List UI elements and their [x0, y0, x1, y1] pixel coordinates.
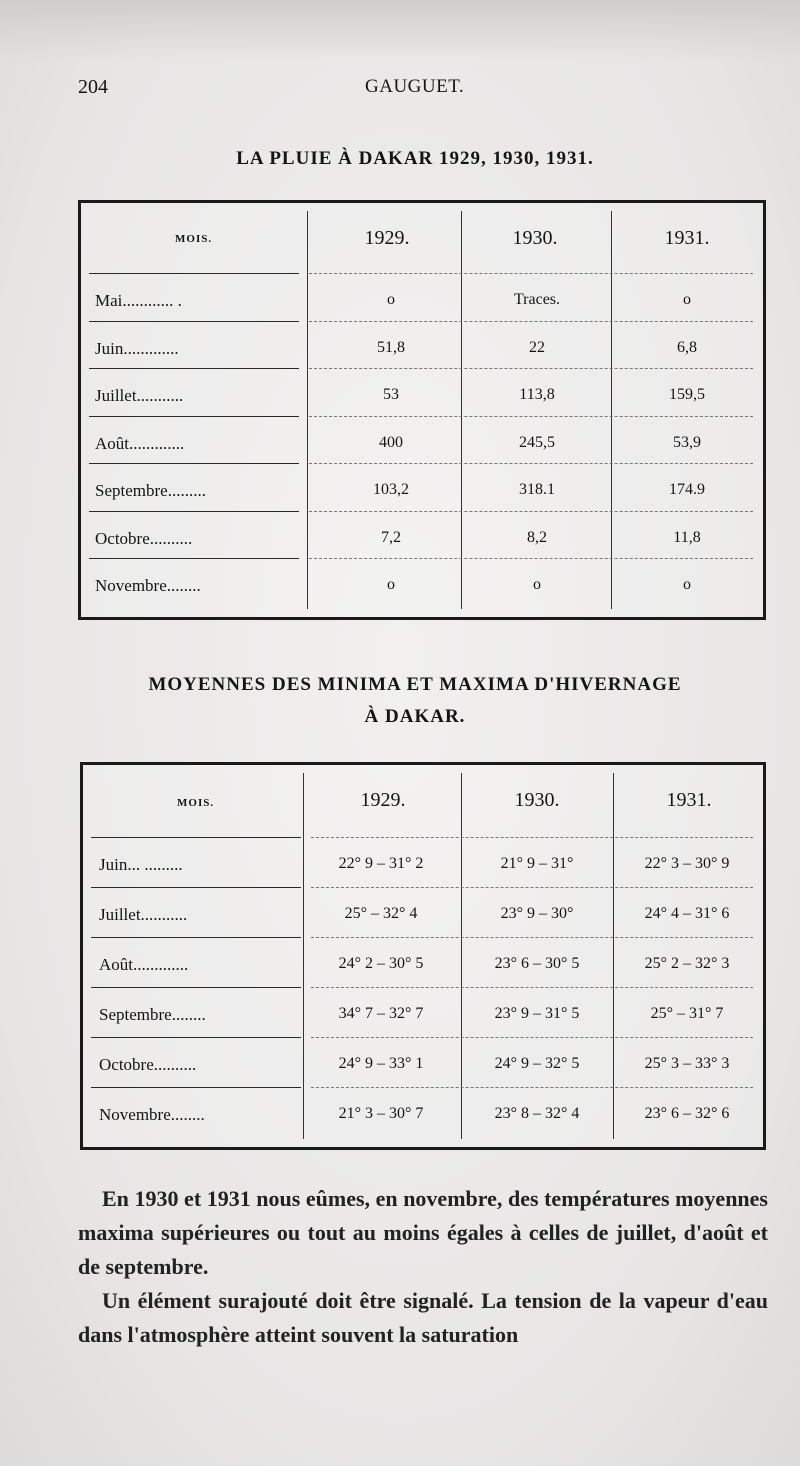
header-1930: 1930. — [512, 227, 558, 249]
row-rule — [89, 511, 299, 512]
row-rule — [89, 368, 299, 369]
value-cell-1929: o — [387, 576, 395, 593]
row-rule — [309, 273, 753, 274]
header-1930: 1930. — [514, 789, 560, 811]
value-cell-1931: 174.9 — [669, 481, 705, 498]
month-cell: Mai............ . — [95, 291, 182, 310]
row-rule — [309, 511, 753, 512]
column-separator — [613, 773, 614, 1139]
value-cell-1931: 25° 3 – 33° 3 — [644, 1055, 730, 1072]
value-cell-1930: 318.1 — [519, 481, 555, 498]
value-cell-1931: 22° 3 – 30° 9 — [644, 855, 730, 872]
value-cell-1930: 113,8 — [519, 386, 555, 403]
paragraph: En 1930 et 1931 nous eûmes, en novembre, des températures moyennes maxima supérieures ou tout au moins égales à celles de juillet, d'août et de septembre. — [78, 1186, 768, 1279]
month-cell: Juin............. — [95, 338, 179, 358]
temp-table-title-line1: MOYENNES DES MINIMA ET MAXIMA D'HIVERNAGE — [148, 674, 682, 695]
header-1931: 1931. — [664, 227, 710, 249]
month-cell: Octobre.......... — [95, 528, 193, 548]
value-cell-1929: 51,8 — [377, 338, 405, 356]
row-rule — [309, 368, 753, 369]
row-rule — [89, 416, 299, 417]
value-cell-1929: 400 — [379, 433, 403, 451]
row-rule — [91, 1087, 301, 1088]
row-rule — [89, 273, 299, 274]
value-cell-1931: 24° 4 – 31° 6 — [644, 905, 730, 922]
row-rule — [89, 463, 299, 464]
row-rule — [311, 937, 753, 938]
value-cell-1931: 6,8 — [677, 338, 697, 356]
temperature-table — [80, 762, 766, 1150]
value-cell-1931: 25° 2 – 32° 3 — [644, 955, 730, 972]
month-cell: Septembre......... — [95, 481, 206, 500]
row-rule — [309, 416, 753, 417]
rain-table — [78, 200, 766, 620]
value-cell-1929: 53 — [383, 386, 399, 403]
row-rule — [309, 558, 753, 559]
body-text — [78, 1182, 768, 1352]
temp-table-title-line2: À DAKAR. — [364, 706, 466, 727]
row-rule — [91, 987, 301, 988]
value-cell-1929: 24° 2 – 30° 5 — [338, 955, 424, 972]
value-cell-1930: 23° 9 – 31° 5 — [494, 1005, 580, 1022]
row-rule — [91, 887, 301, 888]
value-cell-1931: o — [683, 291, 691, 308]
column-separator — [461, 211, 462, 609]
row-rule — [311, 1037, 753, 1038]
column-separator — [307, 211, 308, 609]
value-cell-1931: 11,8 — [673, 528, 701, 546]
row-rule — [311, 837, 753, 838]
value-cell-1930: 24° 9 – 32° 5 — [494, 1055, 580, 1072]
column-separator — [461, 773, 462, 1139]
month-cell: Septembre........ — [99, 1005, 206, 1024]
month-cell: Août............. — [99, 955, 189, 974]
month-cell: Novembre........ — [95, 576, 201, 595]
month-cell: Juillet........... — [99, 905, 188, 924]
paragraph: Un élément surajouté doit être signalé. La tension de la vapeur d'eau dans l'atmosphère atteint souvent la saturation — [78, 1288, 768, 1347]
value-cell-1929: 7,2 — [381, 528, 401, 546]
rain-table-title: LA PLUIE À DAKAR 1929, 1930, 1931. — [236, 148, 594, 169]
value-cell-1930: Traces. — [513, 291, 561, 308]
value-cell-1929: 21° 3 – 30° 7 — [338, 1105, 424, 1122]
value-cell-1930: 23° 6 – 30° 5 — [494, 955, 580, 972]
column-separator — [303, 773, 304, 1139]
header-1931: 1931. — [666, 789, 712, 811]
row-rule — [311, 1087, 753, 1088]
value-cell-1930: 23° 9 – 30° — [500, 905, 574, 922]
value-cell-1930: o — [533, 576, 541, 593]
value-cell-1930: 21° 9 – 31° — [500, 855, 574, 872]
header-mois: MOIS. — [177, 797, 215, 809]
value-cell-1930: 22 — [529, 338, 545, 356]
row-rule — [311, 987, 753, 988]
row-rule — [91, 1037, 301, 1038]
column-separator — [611, 211, 612, 609]
value-cell-1931: 159,5 — [669, 386, 705, 403]
value-cell-1929: 25° – 32° 4 — [344, 905, 418, 922]
page-shadow — [0, 0, 800, 60]
row-rule — [311, 887, 753, 888]
row-rule — [91, 937, 301, 938]
month-cell: Octobre.......... — [99, 1055, 197, 1074]
page-header — [0, 76, 800, 106]
row-rule — [89, 558, 299, 559]
row-rule — [309, 321, 753, 322]
value-cell-1931: 25° – 31° 7 — [650, 1005, 724, 1022]
header-1929: 1929. — [360, 789, 406, 811]
header-1929: 1929. — [364, 227, 410, 249]
value-cell-1931: o — [683, 576, 691, 593]
value-cell-1929: o — [387, 291, 395, 308]
value-cell-1929: 34° 7 – 32° 7 — [338, 1005, 424, 1022]
month-cell: Juin... ......... — [99, 855, 183, 874]
row-rule — [309, 463, 753, 464]
value-cell-1929: 22° 9 – 31° 2 — [338, 855, 424, 872]
month-cell: Août............. — [95, 433, 185, 453]
month-cell: Juillet........... — [95, 386, 184, 405]
value-cell-1930: 245,5 — [519, 433, 555, 451]
value-cell-1929: 103,2 — [373, 481, 409, 498]
header-mois: MOIS. — [175, 233, 213, 245]
value-cell-1931: 23° 6 – 32° 6 — [644, 1105, 730, 1122]
row-rule — [91, 837, 301, 838]
value-cell-1930: 8,2 — [527, 528, 547, 546]
value-cell-1931: 53,9 — [673, 433, 701, 451]
page-number: 204 — [78, 76, 108, 98]
running-head: GAUGUET. — [365, 76, 465, 97]
month-cell: Novembre........ — [99, 1105, 205, 1124]
value-cell-1929: 24° 9 – 33° 1 — [338, 1055, 424, 1072]
value-cell-1930: 23° 8 – 32° 4 — [494, 1105, 580, 1122]
row-rule — [89, 321, 299, 322]
